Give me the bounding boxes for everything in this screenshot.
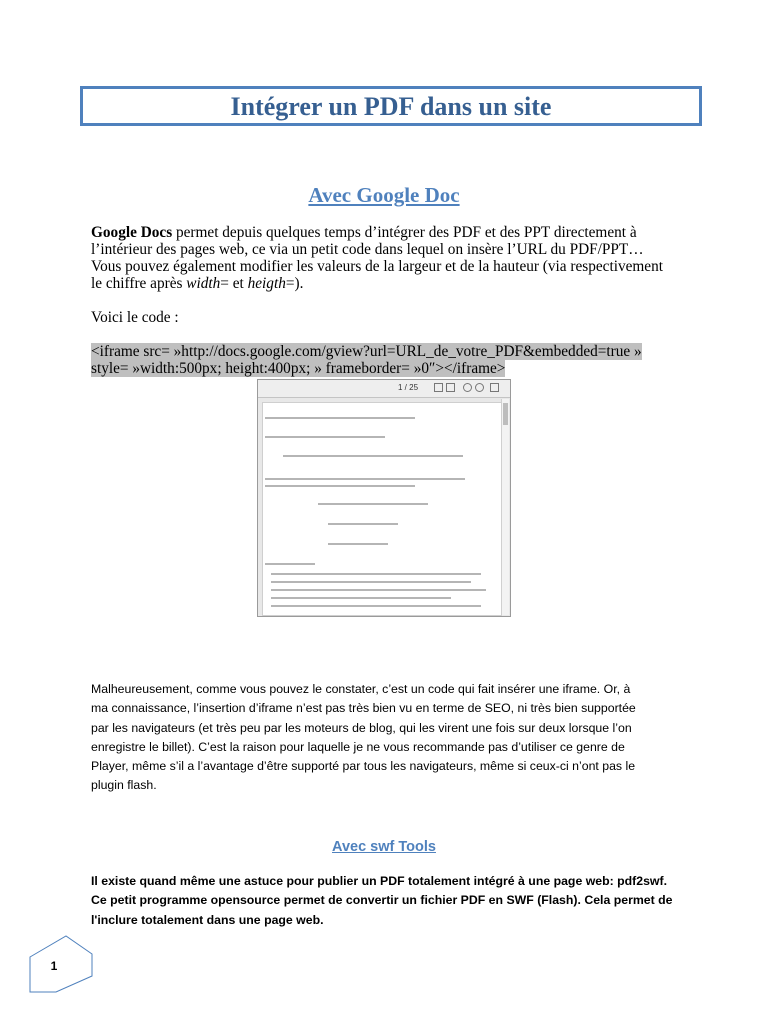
intro-line-1: permet depuis quelques temps d’intégrer des PDF et des PPT directement à	[172, 224, 637, 241]
fullscreen-icon	[490, 383, 499, 392]
swf-paragraph	[91, 872, 681, 930]
swf-line-2: Ce petit programme opensource permet de convertir un fichier PDF en SWF (Flash). Cela permet de	[91, 893, 673, 908]
pdf-viewer-screenshot	[257, 379, 511, 617]
viewer-pdf-page	[262, 402, 502, 616]
viewer-toolbar	[258, 380, 510, 398]
width-italic: width	[186, 275, 221, 292]
code-snippet	[91, 343, 691, 377]
section-heading-swf-tools: Avec swf Tools	[332, 839, 436, 855]
viewer-scrollbar	[501, 399, 509, 615]
intro-line-4a: le chiffre après	[91, 275, 187, 292]
heigth-italic: heigth	[247, 275, 286, 292]
zoom-in-icon	[463, 383, 472, 392]
code-line-2: style= »width:500px; height:400px; » frameborder= »0″></iframe>	[91, 360, 506, 377]
p2-line-3: par les navigateurs (et très peu par les moteurs de blog, qui les virent une fois sur deux lorsque l’on	[91, 720, 632, 735]
section-heading-google-doc: Avec Google Doc	[308, 183, 460, 207]
title-box	[80, 86, 702, 126]
intro-line-2: l’intérieur des pages web, ce via un petit code dans lequel on insère l’URL du PDF/PPT…	[91, 241, 644, 258]
pdf2swf-bold: pdf2swf.	[617, 874, 668, 888]
google-docs-bold: Google Docs	[91, 224, 173, 241]
intro-line-4c: =).	[285, 275, 304, 292]
intro-paragraph	[91, 224, 681, 292]
page-number: 1	[50, 959, 58, 973]
page-number-badge	[26, 934, 96, 996]
intro-line-4b: = et	[220, 275, 248, 292]
document-title: Intégrer un PDF dans un site	[230, 92, 552, 121]
p2-line-4: enregistre le billet). C’est la raison pour laquelle je ne vous recommande pas d’utiliser ce genre de	[91, 739, 625, 754]
swf-line-1: Il existe quand même une astuce pour publier un PDF totalement intégré à une page web:	[91, 874, 618, 888]
intro-line-3: Vous pouvez également modifier les valeurs de la largeur et de la hauteur (via respectivement	[91, 258, 663, 275]
p2-line-5: Player, même s’il a l’avantage d’être supporté par tous les navigateurs, même si ceux-ci n’ont pas le	[91, 759, 636, 774]
p2-line-6: plugin flash.	[91, 778, 157, 793]
voici-label: Voici le code :	[91, 309, 179, 326]
viewer-scroll-thumb	[503, 403, 508, 425]
p2-line-1: Malheureusement, comme vous pouvez le constater, c’est un code qui fait insérer une iframe. Or, à	[91, 682, 631, 696]
viewer-page-indicator: 1 / 25	[398, 383, 419, 392]
p2-line-2: ma connaissance, l’insertion d’iframe n’est pas très bien vu en terme de SEO, ni très bien supportée	[91, 701, 636, 716]
zoom-out-icon	[475, 383, 484, 392]
single-page-icon	[434, 383, 443, 392]
swf-line-3: l'inclure totalement dans une page web.	[91, 912, 324, 927]
code-line-1: <iframe src= »http://docs.google.com/gview?url=URL_de_votre_PDF&embedded=true »	[91, 343, 642, 360]
grid-view-icon	[446, 383, 455, 392]
malheureusement-paragraph	[91, 680, 681, 796]
